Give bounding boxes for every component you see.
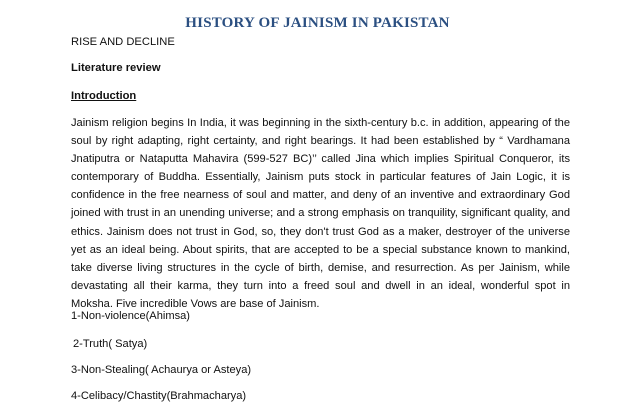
vow-list-item-2: 2-Truth( Satya) (73, 338, 148, 350)
vow-list-item-4: 4-Celibacy/Chastity(Brahmacharya) (71, 390, 247, 402)
introduction-paragraph: Jainism religion begins In India, it was beginning in the sixth-century b.c. in addition, appearing of the soul by right adapting, right certainty, and right bearings. It had been established by “ Vardhamana Jnatiputra or Nataputta Mahavira (599-527 BC)’’ called Jina which implies Spiritual Conqueror, its contemporary of Buddha. Essentially, Jainism puts stock in particular features of Jain Logic, it is confidence in the free nearness of soul and matter, and deny of an inventive and extraordinary God joined with trust in an unending universe; and a strong emphasis on tranquility, significant quality, and ethics. Jainism does not trust in God, so, they don't trust God as a maker, destroyer of the universe yet as an ideal being. About spirits, that are accepted to be a special substance known to mankind, take diverse living structures in the cycle of birth, demise, and resurrection. As per Jainism, while devastating all their karma, they turn into a freed soul and dwell in an ideal, wonderful spot in Moksha. Five incredible Vows are base of Jainism. (71, 117, 570, 310)
section-heading-introduction: Introduction (71, 90, 137, 102)
document-subtitle: RISE AND DECLINE (71, 36, 175, 48)
section-heading-literature-review: Literature review (71, 62, 161, 74)
vow-list-item-1: 1-Non-violence(Ahimsa) (71, 310, 190, 322)
document-title: HISTORY OF JAINISM IN PAKISTAN (185, 15, 450, 31)
vow-list-item-3: 3-Non-Stealing( Achaurya or Asteya) (71, 364, 252, 376)
